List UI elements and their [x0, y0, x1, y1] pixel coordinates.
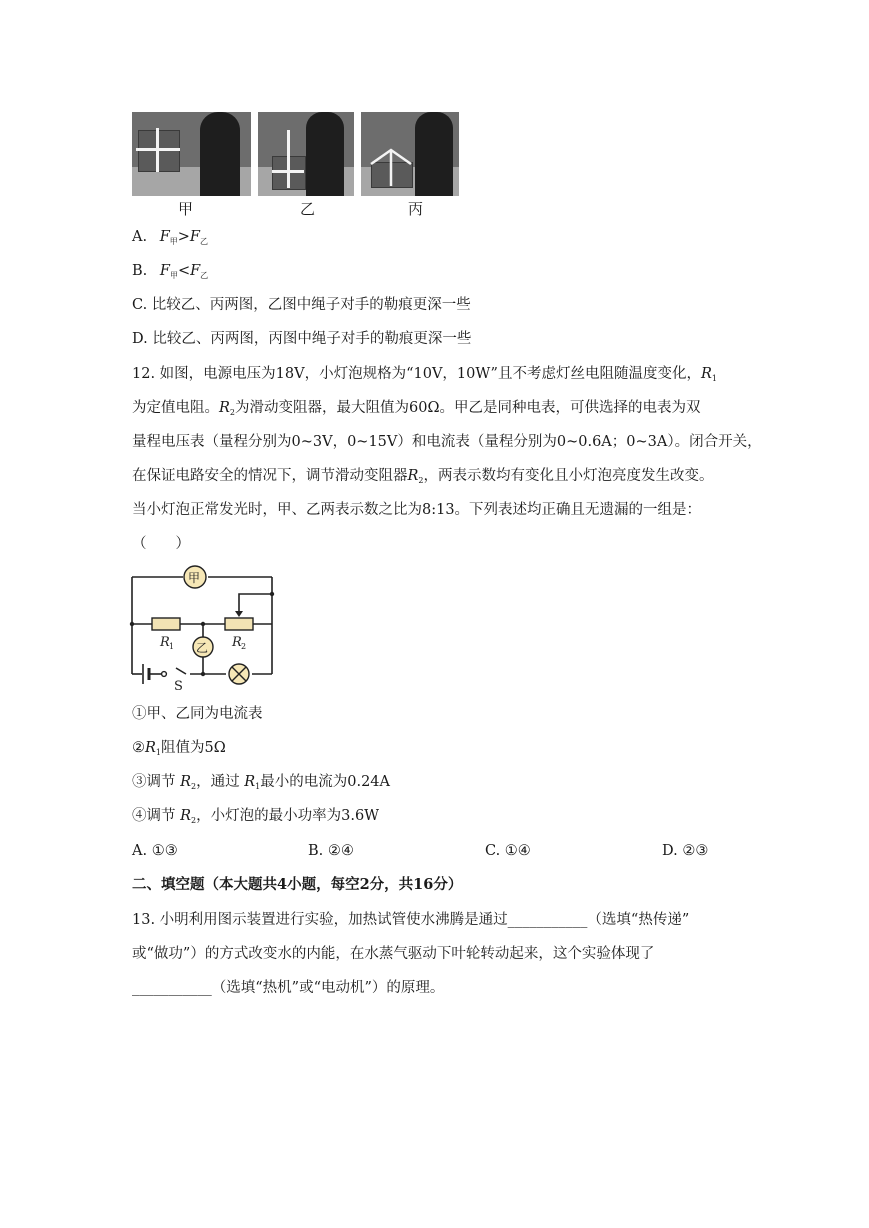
caption-bing: 丙: [408, 200, 424, 218]
statement-1: ①甲、乙同为电流表: [132, 706, 263, 722]
q12-line-5: 当小灯泡正常发光时，甲、乙两表示数之比为8:13。下列表述均正确且无遗漏的一组是：: [132, 502, 702, 518]
r1-sub: 1: [169, 642, 175, 651]
q13-line-1: 13. 小明利用图示装置进行实验，加热试管使水沸腾是通过___________（选填“热传递”: [132, 912, 690, 928]
caption-jia: 甲: [178, 200, 194, 218]
q12-line-4: 在保证电路安全的情况下，调节滑动变阻器$R_2$，两表示数均有变化且小灯泡亮度发生改变。: [132, 468, 714, 485]
q12-line-2: 为定值电阻。$R_2$为滑动变阻器，最大阻值为60Ω。甲乙是同种电表，可供选择的电表为双: [132, 400, 701, 417]
q12-line-6: （ ）: [132, 536, 190, 552]
q12-option-c: C. ①④: [485, 843, 531, 859]
q12-option-d: D. ②③: [662, 843, 709, 859]
q13-blank-2[interactable]: ___________: [132, 980, 212, 996]
meter-yi-label: 乙: [196, 641, 209, 655]
q12-line-1: 12. 如图，电源电压为18V，小灯泡规格为“10V，10W”且不考虑灯丝电阻随温度变化，$R_1$: [132, 366, 717, 383]
q13-line-3: ___________（选填“热机”或“电动机”）的原理。: [132, 980, 445, 996]
resistor-r1-icon: [152, 618, 180, 630]
caption-yi: 乙: [300, 200, 316, 218]
rope-v-icon: [361, 112, 459, 196]
photo-yi: [258, 112, 354, 196]
q11-option-c: C. 比较乙、丙两图，乙图中绳子对手的勒痕更深一些: [132, 297, 471, 313]
circuit-diagram: [128, 562, 278, 692]
photo-jia: [132, 112, 251, 196]
q12-option-b: B. ②④: [308, 843, 354, 859]
switch-icon: [162, 672, 167, 677]
q13-blank-1[interactable]: ___________: [507, 912, 588, 928]
q12-line-3: 量程电压表（量程分别为0~3V，0~15V）和电流表（量程分别为0~0.6A；0~3A）。闭合开关，: [132, 434, 762, 450]
resistor-r2-icon: [225, 618, 253, 630]
q13-line-2: 或“做功”）的方式改变水的内能，在水蒸气驱动下叶轮转动起来，这个实验体现了: [132, 946, 655, 962]
switch-label: S: [174, 679, 183, 692]
q11-option-b: B. $F_甲<F_乙$: [132, 263, 209, 280]
statement-4: ④调节 $R_2$，小灯泡的最小功率为3.6W: [132, 808, 380, 825]
q12-option-a: A. ①③: [132, 843, 178, 859]
photo-bing: [361, 112, 459, 196]
meter-jia-label: 甲: [188, 571, 201, 585]
r1-label: R: [160, 635, 170, 650]
r2-label: R: [232, 635, 242, 650]
r2-sub: 2: [241, 642, 247, 651]
q11-option-d: D. 比较乙、丙两图，丙图中绳子对手的勒痕更深一些: [132, 331, 472, 347]
statement-3: ③调节 $R_2$，通过 $R_1$最小的电流为0.24A: [132, 774, 391, 791]
section-title: 二、填空题（本大题共4小题，每空2分，共16分）: [132, 876, 463, 893]
q11-option-a: A. $F_甲>F_乙$: [132, 229, 208, 246]
statement-2: $②R_1$阻值为5Ω: [132, 740, 226, 757]
